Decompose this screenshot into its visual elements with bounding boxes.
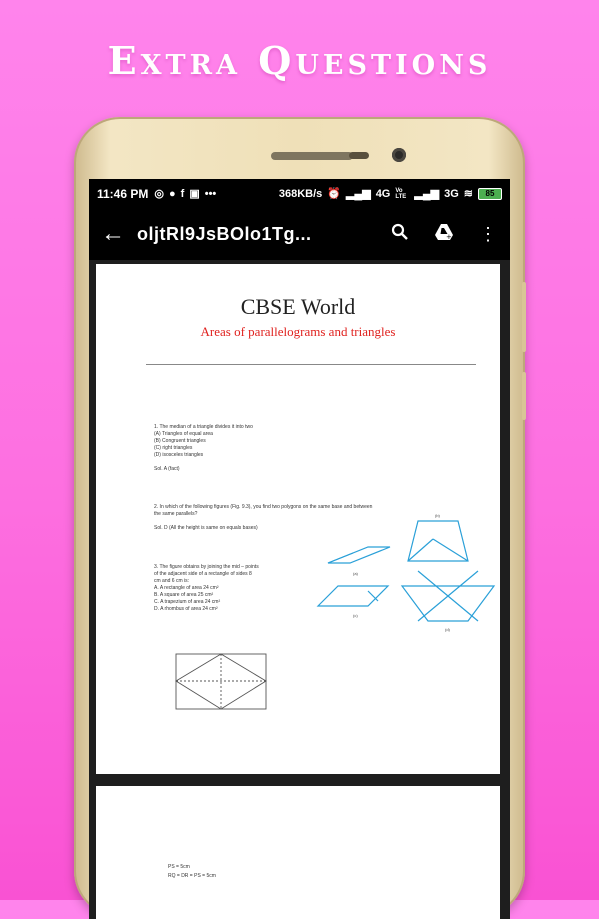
question-1 — [154, 424, 253, 473]
pdf-page-1 — [96, 264, 500, 774]
fig-label-b: (b) — [435, 513, 440, 518]
svg-text:+: + — [446, 232, 452, 241]
q1-line: (B) Congruent triangles — [154, 438, 206, 444]
power-button — [522, 372, 526, 420]
front-camera — [392, 148, 406, 162]
facebook-icon: f — [180, 187, 185, 200]
q3-line: D. A rhombus of area 24 cm² — [154, 606, 218, 612]
doc-title: CBSE World — [240, 294, 356, 319]
q1-line: 1. The median of a triangle divides it into two — [154, 424, 253, 430]
pdf-viewer[interactable] — [89, 260, 510, 919]
drive-icon[interactable] — [422, 223, 466, 246]
network-speed: 368KB/s — [278, 187, 323, 200]
doc-divider — [146, 364, 476, 365]
doc-subtitle: Areas of parallelograms and triangles — [200, 324, 396, 339]
q1-line — [154, 459, 253, 466]
signal-icon-2: ▂▄▆ — [414, 188, 440, 200]
page2-line-2: RQ = DR = PS = 5cm — [168, 873, 216, 879]
back-arrow-icon[interactable]: ← — [101, 220, 125, 247]
q2-line: Sol. D (All the height is same on equals bases) — [154, 525, 258, 531]
q2-line: 2. In which of the following figures (Fig. 9.3), you find two polygons on the same base and between — [154, 504, 373, 510]
q2-line: the same parallels? — [154, 511, 198, 517]
question-3 — [154, 564, 259, 613]
search-icon[interactable] — [378, 223, 422, 246]
app-toolbar — [89, 208, 510, 260]
document-title: oljtRl9JsBOlo1Tg... — [137, 223, 312, 244]
phone-screen — [89, 179, 510, 919]
q1-line: (D) isosceles triangles — [154, 452, 204, 458]
fig-label-c: (c) — [353, 613, 358, 618]
fig-label-d: (d) — [445, 627, 450, 632]
q3-line: cm and 6 cm is: — [154, 578, 190, 584]
battery-icon: 85 — [478, 188, 502, 200]
sync-icon: ● — [168, 187, 176, 200]
overflow-menu-icon[interactable]: ⋮ — [479, 223, 497, 244]
earpiece — [271, 152, 353, 160]
alarm-icon: ⏰ — [327, 188, 341, 200]
status-bar — [89, 179, 510, 208]
wifi-icon: ≋ — [463, 188, 473, 200]
notification-icon: ▣ — [189, 188, 200, 200]
whatsapp-icon: ◎ — [154, 188, 164, 200]
q1-line: (C) right triangles — [154, 445, 193, 451]
q1-line: (A) Triangles of equal area — [154, 431, 213, 437]
q3-line: C. A trapezium of area 24 cm² — [154, 599, 221, 605]
network-type-3g: 3G — [444, 187, 459, 200]
proximity-sensor — [349, 152, 369, 159]
q3-line: A. A rectangle of area 24 cm² — [154, 585, 219, 591]
figure-9-3 — [308, 511, 498, 641]
phone-frame — [74, 117, 525, 917]
rectangle-figure — [166, 644, 276, 724]
q3-line: 3. The figure obtains by joining the mid – points — [154, 564, 259, 570]
more-notifications-icon: ••• — [204, 187, 217, 200]
volume-button — [522, 282, 526, 352]
q3-line: B. A square of area 25 cm² — [154, 592, 214, 598]
status-time: 11:46 PM — [97, 186, 149, 201]
network-type-4g: 4G — [375, 187, 391, 200]
page2-line-1: PS = 5cm — [168, 864, 190, 870]
signal-icon: ▂▄▆ — [345, 188, 371, 200]
promo-headline: Extra Questions — [107, 38, 492, 83]
q3-line: of the adjacent side of a rectangle of sides 8 — [154, 571, 252, 577]
fig-label-a: (a) — [353, 571, 358, 576]
volte-label: Vo LTE — [395, 187, 407, 200]
q1-line: Sol. A (fact) — [154, 466, 180, 472]
pdf-page-2 — [96, 786, 500, 919]
